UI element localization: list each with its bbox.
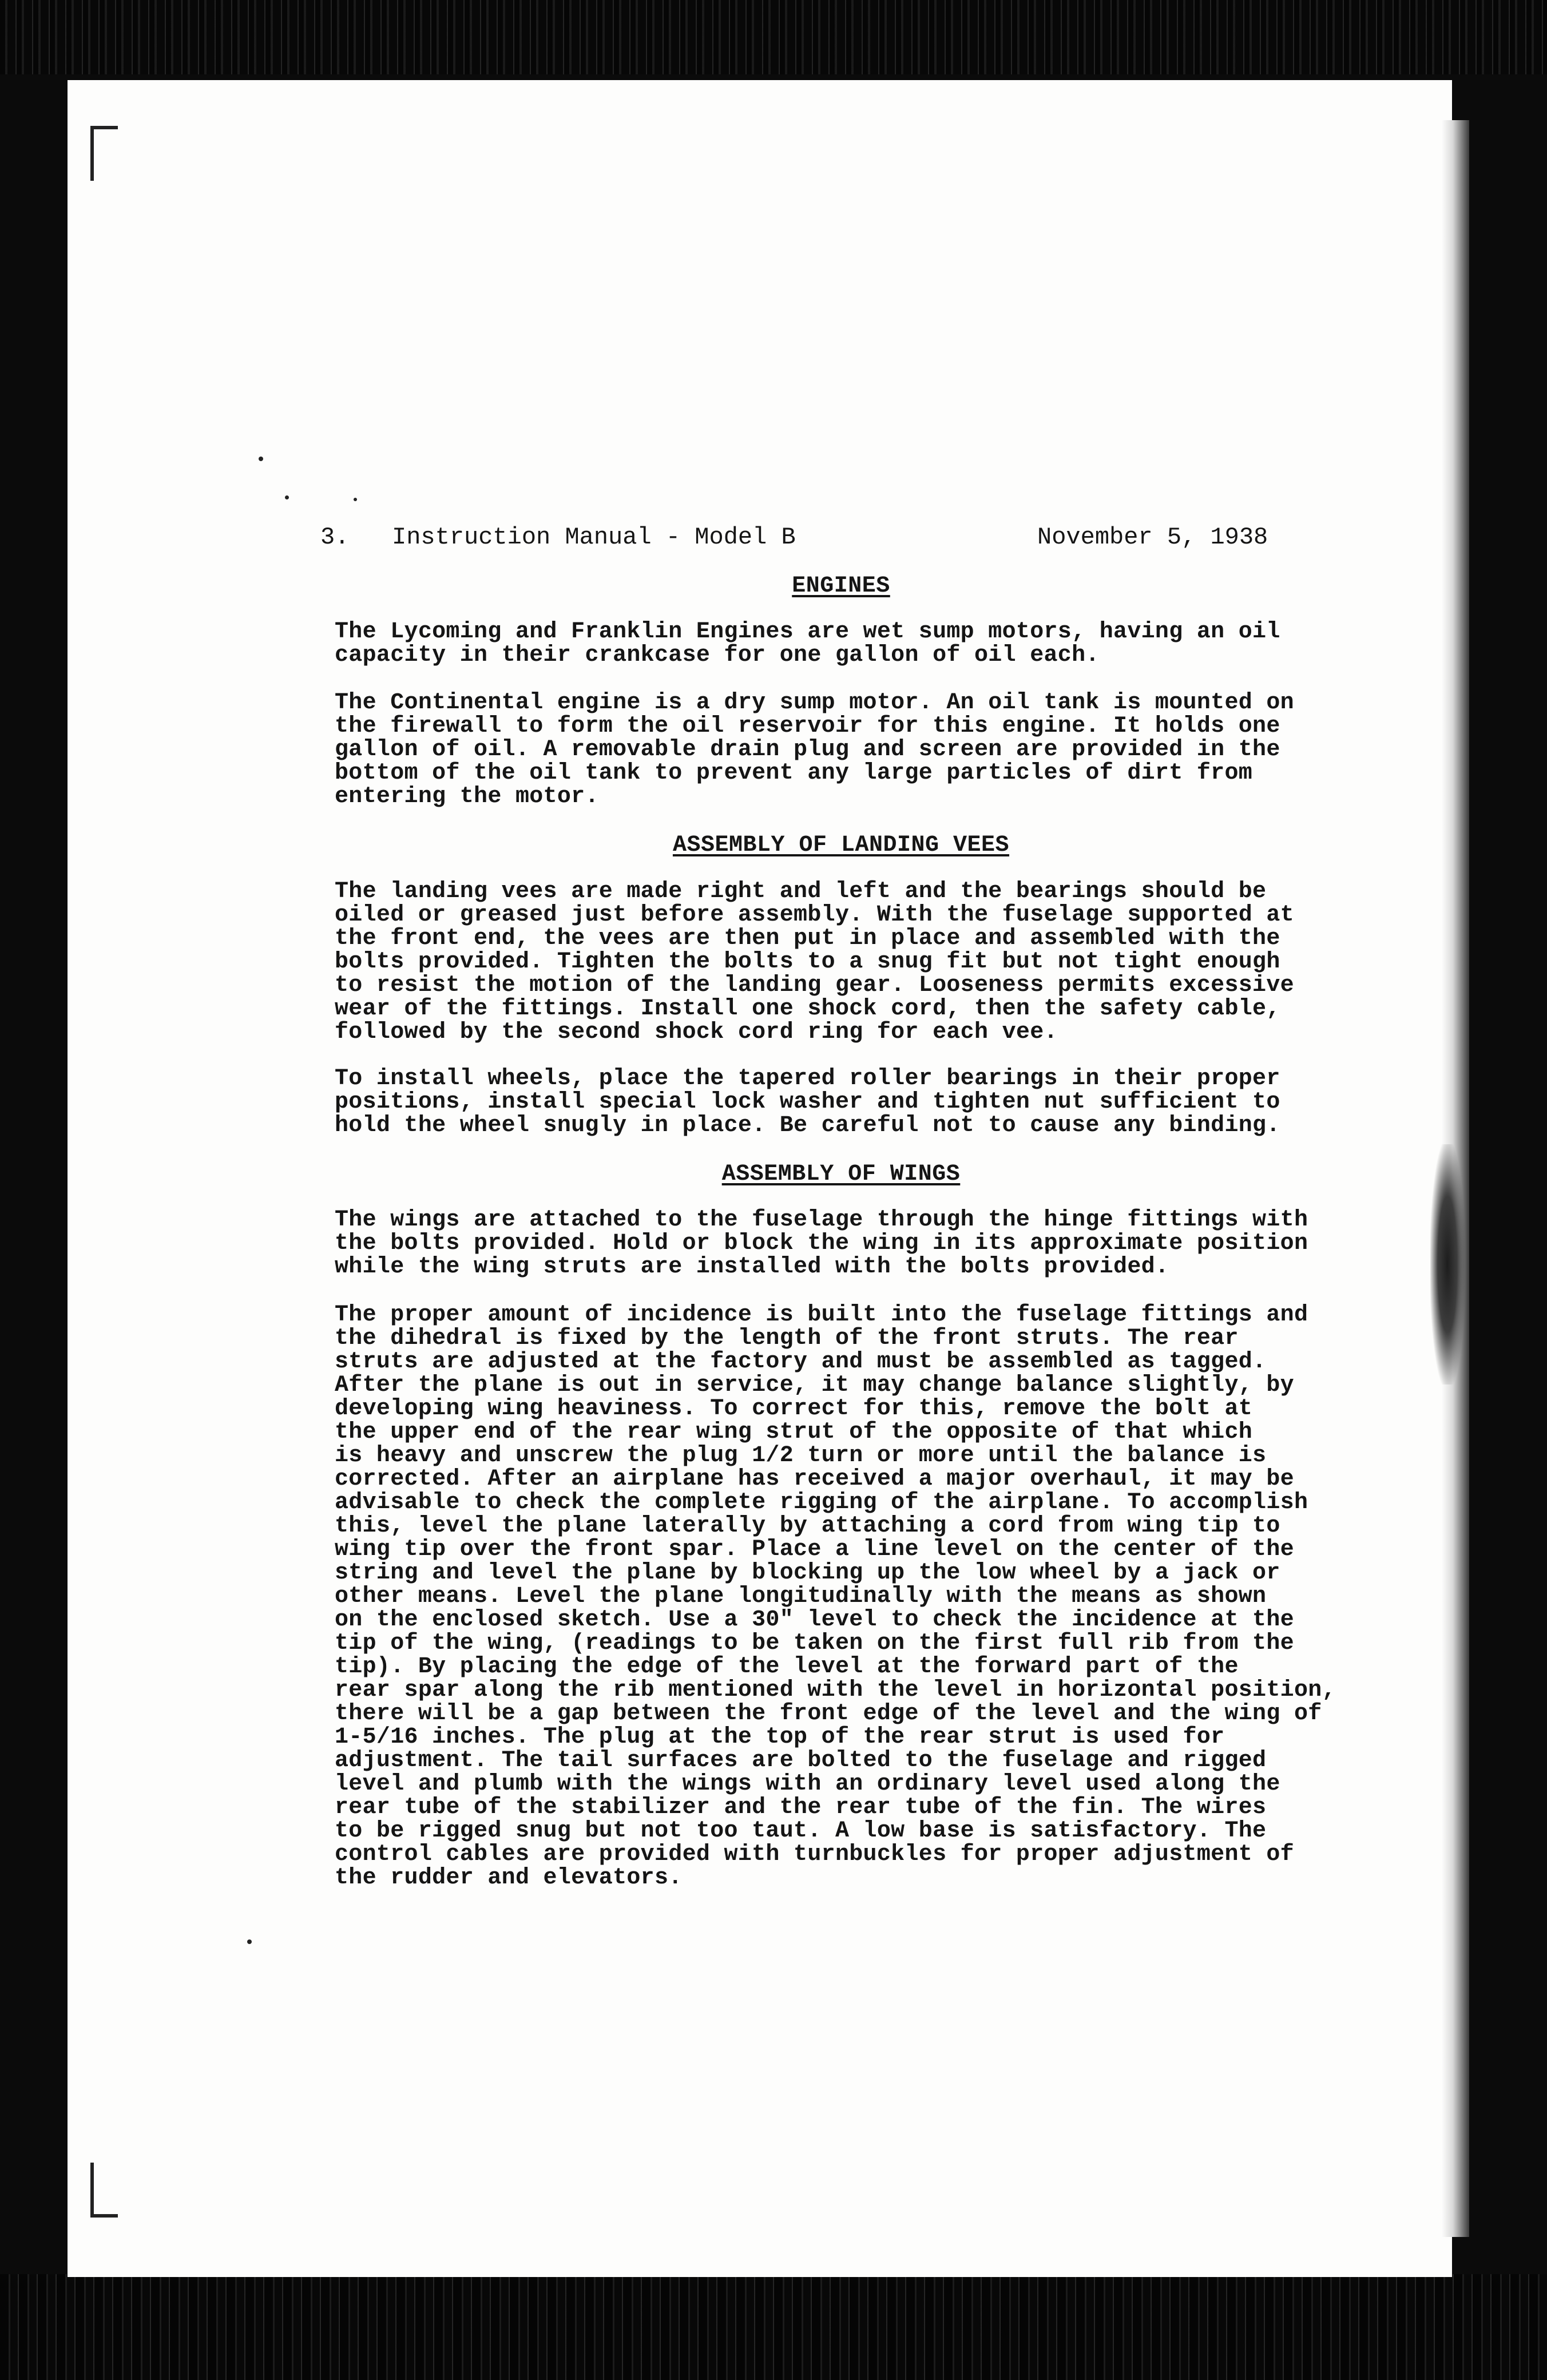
document-date: November 5, 1938: [1037, 523, 1268, 551]
page-number: 3.: [320, 523, 350, 551]
scan-border-bottom: [0, 2274, 1547, 2380]
paragraph-engines-1: The Lycoming and Franklin Engines are wet sump motors, having an oil capacity in their crankcase for one gallon of oil each.: [335, 619, 1280, 668]
scan-border-top: [0, 0, 1547, 74]
speck: [354, 498, 357, 501]
crop-mark-bottom-left: [90, 2163, 118, 2218]
ink-smudge: [1430, 1144, 1465, 1385]
paragraph-engines-2: The Continental engine is a dry sump motor. An oil tank is mounted on the firewall to form the oil reservoir for this engine. It holds one gallon of oil. A removable drain plug and screen are provided in the bottom of the oil tank to prevent any large particles of dirt from entering the motor.: [335, 690, 1294, 810]
paragraph-landing-vees-1: The landing vees are made right and left and the bearings should be oiled or greased just before assembly. With the fuselage supported at the front end, the vees are then put in place and assembled with the bolts provided. Tighten the bolts to a snug fit but not tight enough to resist the motion of the landing gear. Looseness permits excessive wear of the fittings. Install one shock cord, then the safety cable, followed by the second shock cord ring for each vee.: [335, 879, 1294, 1045]
speck: [285, 495, 289, 499]
crop-mark-top-left: [90, 126, 118, 181]
paragraph-landing-vees-2: To install wheels, place the tapered roller bearings in their proper positions, install special lock washer and tighten nut sufficient to hold the wheel snugly in place. Be careful not to cause any binding.: [335, 1066, 1280, 1139]
section-heading-landing-vees: ASSEMBLY OF LANDING VEES: [672, 832, 1010, 858]
speck: [247, 1939, 252, 1944]
speck: [259, 457, 263, 461]
manual-title: Instruction Manual - Model B: [392, 523, 796, 551]
paragraph-wings-1: The wings are attached to the fuselage through the hinge fittings with the bolts provided. Hold or block the wing in its approximate position while the wing struts are installed with the bolts provided.: [335, 1207, 1308, 1280]
section-heading-engines: ENGINES: [792, 573, 890, 599]
page-header: [320, 523, 1293, 558]
section-heading-wings: ASSEMBLY OF WINGS: [721, 1161, 961, 1187]
paragraph-wings-2: The proper amount of incidence is built into the fuselage fittings and the dihedral is fixed by the length of the front struts. The rear struts are adjusted at the factory and must be assembled as tagged. After the plane is out in service, it may change balance slightly, by developing wing heaviness. To correct for this, remove the bolt at the upper end of the rear wing strut of the opposite of that which is heavy and unscrew the plug 1/2 turn or more until the balance is corrected. After an airplane has received a major overhaul, it may be advisable to check the complete rigging of the airplane. To accomplish this, level the plane laterally by attaching a cord from wing tip to wing tip over the front spar. Place a line level on the center of the string and level the plane by blocking up the low wheel by a jack or other means. Level the plane longitudinally with the means as shown on the enclosed sketch. Use a 30" level to check the incidence at the tip of the wing, (readings to be taken on the first full rib from the tip). By placing the edge of the level at the forward part of the rear spar along the rib mentioned with the level in horizontal position, there will be a gap between the front edge of the level and the wing of 1-5/16 inches. The plug at the top of the rear strut is used for adjustment. The tail surfaces are bolted to the fuselage and rigged level and plumb with the wings with an ordinary level used along the rear tube of the stabilizer and the rear tube of the fin. The wires to be rigged snug but not too taut. A low base is satisfactory. The control cables are provided with turnbuckles for proper adjustment of the rudder and elevators.: [335, 1302, 1336, 1891]
